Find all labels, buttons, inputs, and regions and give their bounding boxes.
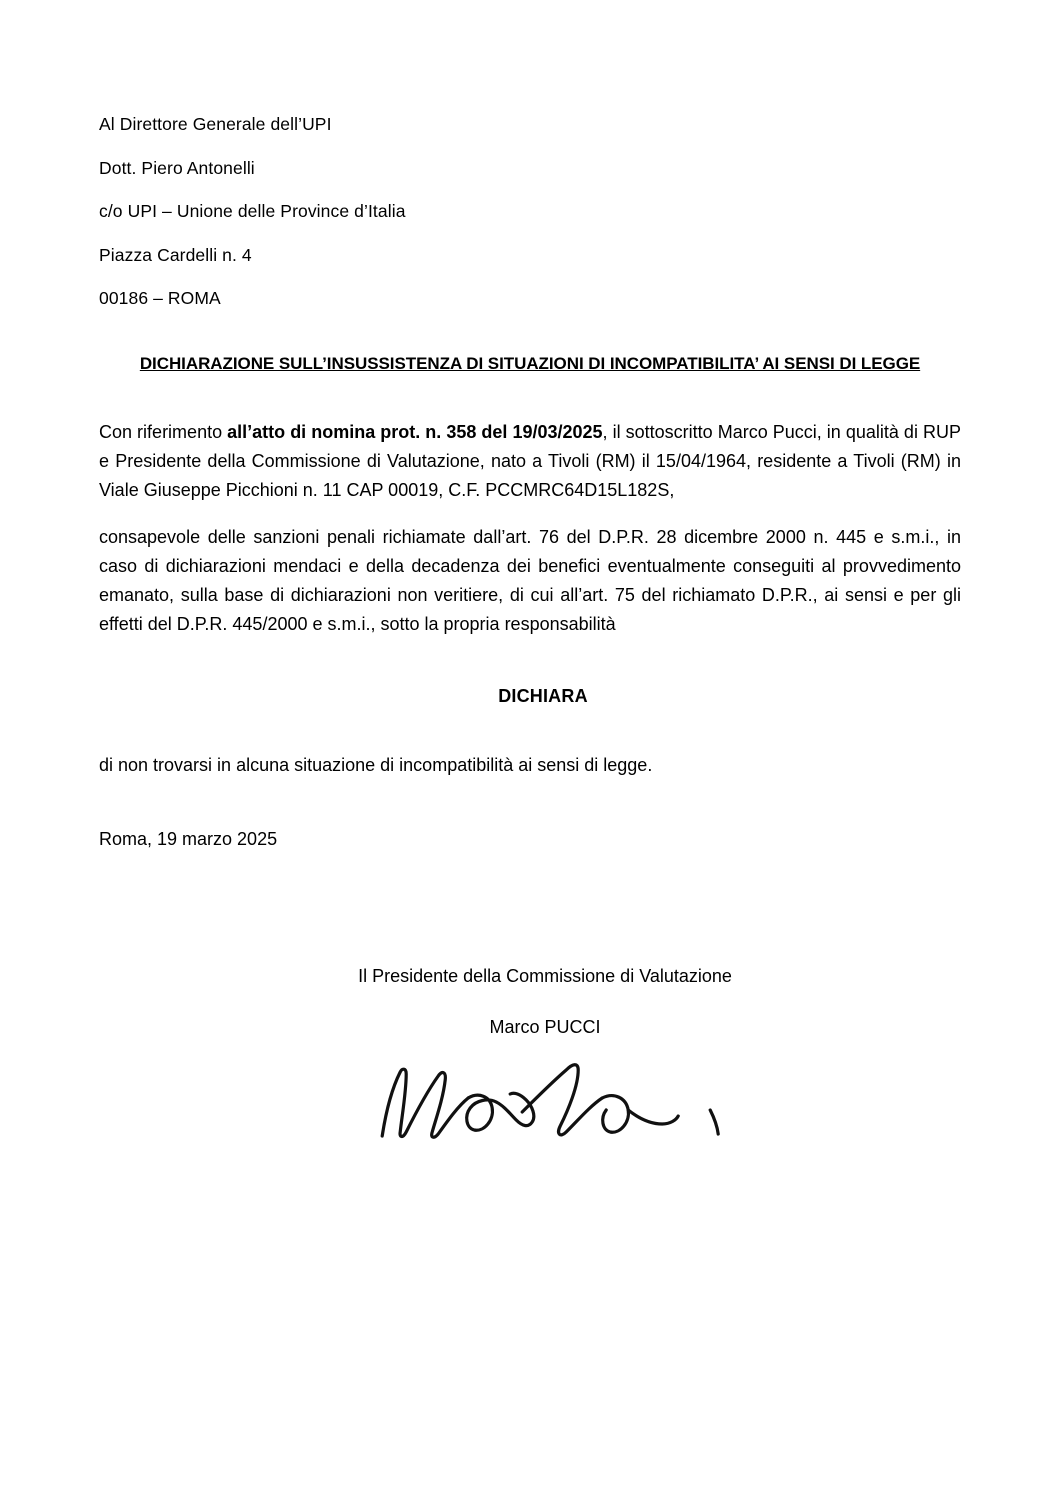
document-body: [99, 116, 961, 1168]
addressee-line: 00186 – ROMA: [99, 288, 221, 308]
paragraph-penalties: consapevole delle sanzioni penali richiamate dall’art. 76 del D.P.R. 28 dicembre 2000 n. 445 e s.m.i., in caso di dichiarazioni mendaci e della decadenza dei benefici eventualmente conseguiti al provvedimento emanato, sulla base di dichiarazioni non veritiere, di cui all’art. 75 del richiamato D.P.R., ai sensi e per gli effetti del D.P.R. 445/2000 e s.m.i., sotto la propria responsabilità: [99, 526, 961, 635]
addressee-line: Piazza Cardelli n. 4: [99, 244, 252, 265]
place-date: Roma, 19 marzo 2025: [99, 829, 278, 850]
document-title: DICHIARAZIONE SULL’INSUSSISTENZA DI SITUAZIONI DI INCOMPATIBILITA’ AI SENSI DI LEGGE: [139, 353, 921, 373]
addressee-line: c/o UPI – Unione delle Province d’Italia: [99, 201, 406, 221]
addressee-line: Dott. Piero Antonelli: [99, 157, 255, 178]
paragraph-reference: [99, 418, 961, 505]
declaration-heading: DICHIARA: [498, 685, 588, 706]
paragraph-reference-lead: Con riferimento: [99, 421, 228, 442]
signature-block: [99, 966, 961, 1168]
signature-name: Marco PUCCI: [489, 1017, 601, 1038]
paragraph-reference-rest: , il sottoscritto Marco Pucci, in qualità di RUP e Presidente della Commissione di Valutazione, nato a Tivoli (RM) il 15/04/1964, residente a Tivoli (RM) in Viale Giuseppe Picchioni n. 11 CAP 00019, C.F. PCCMRC64D15L182S,: [99, 421, 961, 500]
addressee-line: Al Direttore Generale dell’UPI: [99, 114, 332, 134]
signature-role: Il Presidente della Commissione di Valutazione: [358, 966, 732, 987]
declaration-text: di non trovarsi in alcuna situazione di incompatibilità ai sensi di legge.: [99, 754, 653, 775]
addressee-block: [99, 116, 961, 308]
handwritten-signature: [129, 1048, 961, 1168]
paragraph-reference-bold: all’atto di nomina prot. n. 358 del 19/03/2025: [227, 421, 603, 442]
document-title-wrap: [99, 354, 961, 374]
